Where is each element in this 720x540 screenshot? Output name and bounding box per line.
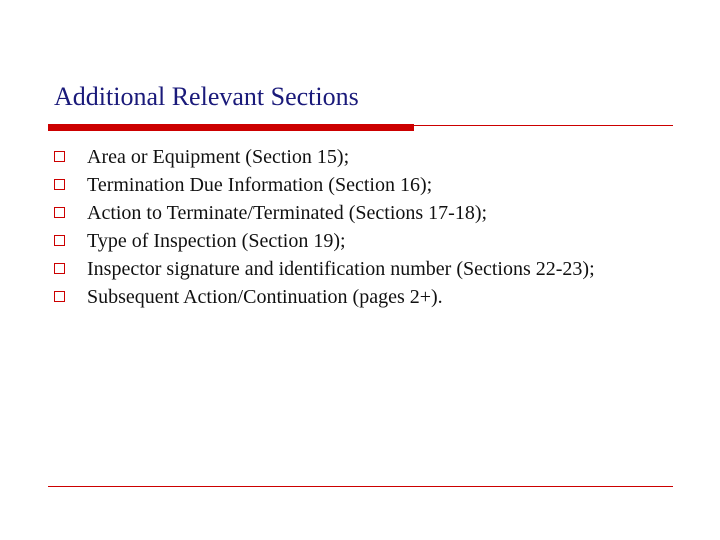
hollow-square-icon — [54, 291, 65, 302]
bullet-text: Action to Terminate/Terminated (Sections 17-18); — [87, 202, 488, 224]
hollow-square-icon — [54, 235, 65, 246]
title-underline-thin — [414, 125, 673, 126]
slide-title: Additional Relevant Sections — [54, 82, 359, 111]
bullet-text: Area or Equipment (Section 15); — [87, 146, 350, 168]
bullet-text: Inspector signature and identification number (Sections 22-23); — [87, 258, 595, 280]
list-item — [54, 283, 674, 311]
hollow-square-icon — [54, 151, 65, 162]
footer-rule — [48, 486, 673, 487]
list-item — [54, 227, 674, 255]
title-underline-thick — [48, 124, 414, 131]
bullet-text: Type of Inspection (Section 19); — [87, 230, 346, 252]
list-item — [54, 143, 674, 171]
bullet-text: Subsequent Action/Continuation (pages 2+). — [87, 286, 443, 308]
list-item — [54, 171, 674, 199]
bullet-list — [54, 143, 674, 311]
hollow-square-icon — [54, 207, 65, 218]
hollow-square-icon — [54, 263, 65, 274]
list-item — [54, 255, 674, 283]
bullet-text: Termination Due Information (Section 16); — [87, 174, 433, 196]
hollow-square-icon — [54, 179, 65, 190]
list-item — [54, 199, 674, 227]
